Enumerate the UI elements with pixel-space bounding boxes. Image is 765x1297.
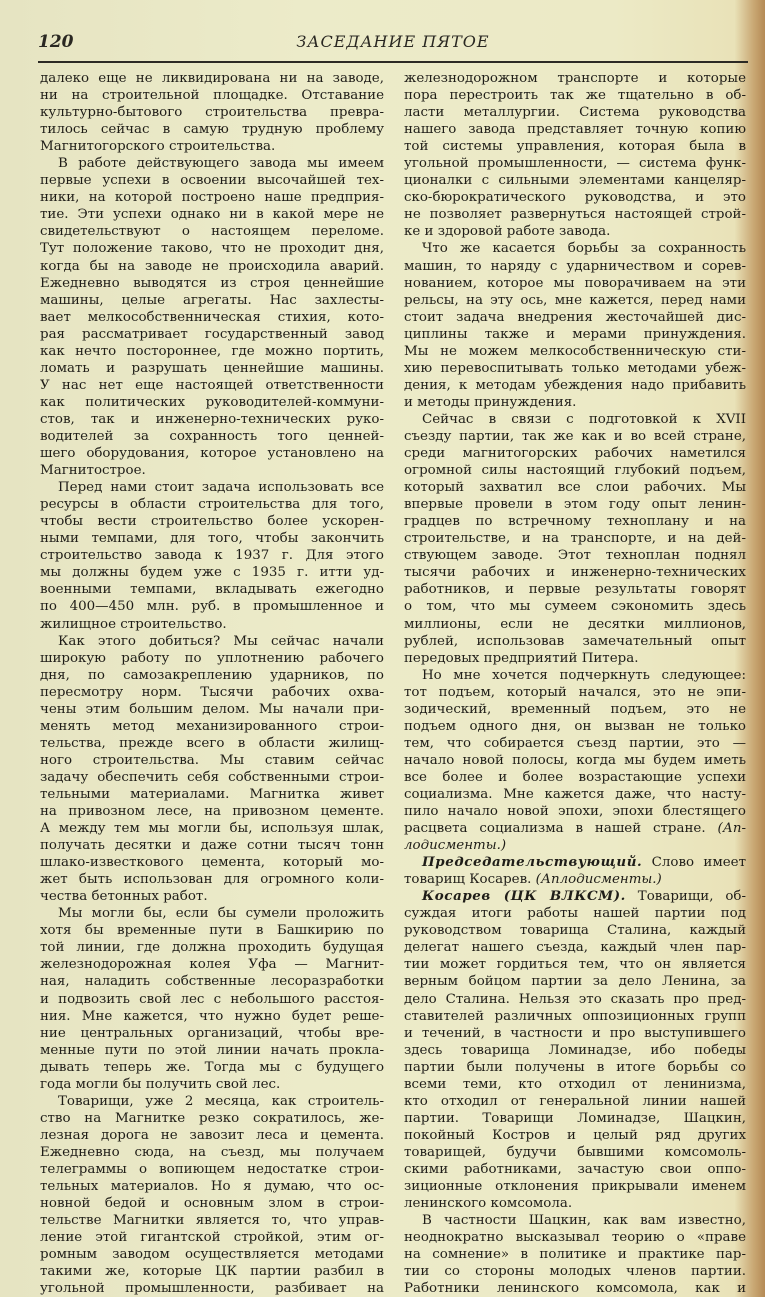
text-line (404, 1144, 746, 1161)
text-line (404, 888, 746, 905)
text-line (40, 189, 384, 206)
line-text: ство на Магнитке резко сократилось, же- (40, 1110, 384, 1126)
stage-direction: лодисменты.) (404, 838, 507, 854)
line-text: лезная дорога не завозит леса и цемента. (40, 1127, 384, 1143)
line-text: на привозном лесе, на привозном цементе. (40, 804, 384, 820)
text-line (40, 138, 384, 155)
text-line (40, 326, 384, 343)
line-text: ного строительства. Мы ставим сейчас (40, 752, 384, 768)
line-text: В частности Шацкин, как вам известно, (422, 1213, 746, 1229)
line-text: как политических руководителей-коммуни- (40, 394, 384, 410)
line-text: дывать теперь же. Тогда мы с будущего (40, 1059, 384, 1075)
text-line (404, 616, 746, 633)
text-line (404, 752, 746, 769)
line-text: дело Сталина. Нельзя это сказать про пред- (404, 991, 746, 1007)
text-line (404, 1025, 746, 1042)
text-line (40, 922, 384, 939)
line-text: тем, что собирается съезд партии, это — (404, 735, 746, 751)
line-text: Ежедневно выводятся из строя ценнейшие (40, 275, 384, 291)
text-line (40, 513, 384, 530)
line-text: градцев по встречному техноплану и на (404, 514, 746, 530)
text-line (404, 1008, 746, 1025)
line-text: дня, по самозакреплению ударников, по (40, 667, 384, 683)
line-text: чены этим большим делом. Мы начали при- (40, 701, 384, 717)
text-line (40, 939, 384, 956)
line-text: тельстве Магнитки является то, что управ- (40, 1213, 384, 1229)
text-line (404, 718, 746, 735)
text-line (404, 837, 746, 854)
line-text: здесь товарища Ломинадзе, ибо победы (404, 1042, 746, 1058)
text-line (404, 1212, 746, 1229)
page-header (38, 30, 748, 60)
line-text: той системы управления, которая была в (404, 139, 746, 155)
text-line (404, 206, 746, 223)
text-line (404, 786, 746, 803)
line-text: хию перевоспитывать только методами убеж- (404, 360, 746, 376)
text-line (404, 360, 746, 377)
text-line (404, 769, 746, 786)
line-text: культурно-бытового строительства превра- (40, 105, 384, 121)
text-line (404, 871, 746, 888)
page-number: 120 (38, 32, 74, 52)
line-text: свидетельствуют о настоящем переломе. (40, 224, 384, 240)
line-text: о том, что мы сумеем сэкономить здесь (404, 599, 746, 615)
line-text: тельства, прежде всего в области жилищ- (40, 735, 384, 751)
line-text: строительстве, и на транспорте, и на дей- (404, 531, 746, 547)
text-line (404, 121, 746, 138)
text-line (40, 752, 384, 769)
text-line (404, 138, 746, 155)
text-line (404, 854, 746, 871)
line-text: Магнитострое. (40, 463, 146, 479)
text-line (404, 1178, 746, 1195)
line-text: телеграммы о вопиющем недостатке строи- (40, 1162, 384, 1177)
text-line (404, 667, 746, 684)
text-line (40, 1229, 384, 1246)
line-text: верным бойцом партии за дело Ленина, за (404, 974, 746, 990)
line-text: пило начало новой эпохи, эпохи блестящего (404, 804, 746, 820)
line-text: когда бы на заводе не происходила аварий. (40, 258, 384, 274)
line-text: Что же касается борьбы за сохранность (422, 241, 746, 257)
text-line (40, 530, 384, 547)
stage-direction: (Аплодисменты.) (535, 872, 662, 888)
text-line (40, 360, 384, 377)
line-text: и методы принуждения. (404, 394, 577, 410)
line-text: дения, к методам убеждения надо прибавить (404, 377, 746, 393)
line-text: тельных материалов. Но я думаю, что ос- (40, 1179, 384, 1195)
text-line (40, 581, 384, 598)
text-line (40, 973, 384, 990)
text-line (40, 769, 384, 786)
text-line (404, 1195, 746, 1212)
line-text: не позволяет развернуться настоящей строй- (404, 207, 746, 223)
text-line (40, 275, 384, 292)
text-line (40, 888, 384, 905)
text-line (404, 1280, 746, 1297)
text-line (40, 837, 384, 854)
text-line (40, 854, 384, 871)
line-text: ломать и разрушать ценнейшие машины. (40, 360, 384, 376)
line-text: военными темпами, вкладывать ежегодно (40, 582, 384, 598)
text-line (40, 479, 384, 496)
text-line (40, 70, 384, 87)
line-text: первые успехи в освоении высочайшей тех- (40, 173, 384, 189)
text-line (404, 479, 746, 496)
text-line (40, 377, 384, 394)
line-text: товарищей, будучи бывшими комсомоль- (404, 1144, 746, 1160)
text-line (40, 684, 384, 701)
line-text: жет быть использован для огромного коли- (40, 872, 384, 888)
text-line (404, 598, 746, 615)
line-text: миллионы, если не десятки миллионов, (404, 616, 746, 632)
text-line (40, 1127, 384, 1144)
line-text: Сейчас в связи с подготовкой к XVII (422, 411, 746, 427)
text-line (40, 462, 384, 479)
text-line (40, 1178, 384, 1195)
line-text: ленинского комсомола. (404, 1196, 573, 1212)
line-text: социализма. Мне кажется даже, что насту- (404, 786, 746, 802)
line-text: расцвета социализма в нашей стране. (404, 821, 718, 837)
line-text: широкую работу по уплотнению рабочего (40, 650, 384, 666)
text-line (40, 1059, 384, 1076)
text-line (404, 513, 746, 530)
line-text: ке и здоровой работе завода. (404, 224, 611, 240)
text-line (404, 939, 746, 956)
text-line (404, 905, 746, 922)
text-line (40, 564, 384, 581)
line-text: тельными материалами. Магнитка живет (40, 786, 384, 802)
line-text: ромным заводом осуществляется методами (40, 1247, 384, 1263)
text-line (40, 1076, 384, 1093)
line-text: впервые провели в этом году опыт ленин- (404, 497, 746, 513)
line-text: начало новой полосы, когда мы будем иметь (404, 752, 746, 768)
text-line (404, 343, 746, 360)
line-text: чтобы вести строительство более ускорен- (40, 514, 384, 530)
line-text: водителей за сохранность того ценней- (40, 428, 384, 444)
text-line (404, 735, 746, 752)
line-text: Слово имеет (642, 855, 746, 871)
line-text: ная, наладить собственные лесоразработки (40, 974, 384, 990)
line-text: ни на строительной площадке. Отставание (40, 88, 384, 104)
text-line (40, 445, 384, 462)
line-text: Перед нами стоит задача использовать все (58, 480, 384, 496)
text-line (404, 189, 746, 206)
line-text: тот подъем, который начался, это не эпи- (404, 684, 746, 700)
text-line (40, 309, 384, 326)
line-text: ствующем заводе. Этот техноплан поднял (404, 548, 746, 564)
text-line (404, 326, 746, 343)
text-line (404, 633, 746, 650)
text-line (404, 155, 746, 172)
text-line (404, 530, 746, 547)
text-line (404, 820, 746, 837)
line-text: стоит задача внедрения жесточайшей дис- (404, 309, 746, 325)
text-line (404, 462, 746, 479)
line-text: Но мне хочется подчеркнуть следующее: (422, 667, 746, 683)
text-line (40, 616, 384, 633)
text-line (40, 1025, 384, 1042)
line-text: хотя бы временные пути в Башкирию по (40, 923, 384, 939)
text-line (40, 428, 384, 445)
line-text: ными темпами, для того, чтобы закончить (40, 531, 384, 547)
text-line (404, 1263, 746, 1280)
line-text: рублей, использовав замечательный опыт (404, 633, 746, 649)
line-text: партии. Товарищи Ломинадзе, Шацкин, (404, 1110, 746, 1126)
line-text: года могли бы получить свой лес. (40, 1076, 281, 1092)
text-line (404, 70, 746, 87)
text-line (40, 394, 384, 411)
line-text: пересмотру норм. Тысячи рабочих охва- (40, 684, 384, 700)
text-line (404, 240, 746, 257)
line-text: ско-бюрократического руководства, и это (404, 190, 746, 206)
text-line (40, 1195, 384, 1212)
line-text: Мы не можем мелкособственническую сти- (404, 343, 746, 359)
text-line (40, 172, 384, 189)
text-line (404, 701, 746, 718)
text-line (404, 973, 746, 990)
text-line (404, 1059, 746, 1076)
line-text: Тут положение таково, что не проходит дня, (40, 241, 384, 257)
text-line (40, 1161, 384, 1178)
line-text: нашего завода представляет точную копию (404, 122, 746, 138)
text-line (404, 309, 746, 326)
text-line (404, 445, 746, 462)
line-text: машины, целые агрегаты. Нас захлесты- (40, 292, 384, 308)
text-line (404, 684, 746, 701)
line-text: железнодорожном транспорте и которые (404, 71, 746, 86)
text-line (404, 547, 746, 564)
text-line (40, 292, 384, 309)
line-text: ресурсы в области строительства для того, (40, 497, 384, 513)
line-text: новной бедой и основным злом в строи- (40, 1196, 384, 1212)
line-text: получать десятки и даже сотни тысяч тонн (40, 838, 384, 854)
line-text: Товарищи, об- (625, 889, 746, 905)
text-line (40, 735, 384, 752)
line-text: товарищ Косарев. (404, 872, 536, 888)
text-line (404, 1110, 746, 1127)
text-line (40, 155, 384, 172)
line-text: Как этого добиться? Мы сейчас начали (58, 633, 384, 649)
line-text: ционалки с сильными элементами канцеляр- (404, 173, 746, 189)
text-line (404, 922, 746, 939)
line-text: всеми теми, кто отходил от ленинизма, (404, 1076, 746, 1092)
text-line (404, 1161, 746, 1178)
text-line (40, 121, 384, 138)
line-text: делегат нашего съезда, каждый член пар- (404, 940, 746, 956)
text-line (404, 1246, 746, 1263)
speaker-name: Председательствующий. (422, 854, 643, 871)
line-text: чества бетонных работ. (40, 889, 208, 905)
line-text: строительство завода к 1937 г. Для этого (40, 548, 384, 564)
left-text-column (40, 70, 384, 1297)
text-line (40, 1008, 384, 1025)
text-line (404, 104, 746, 121)
line-text: А между тем мы могли бы, используя шлак, (40, 821, 384, 837)
line-text: съезду партии, так же как и во всей стране, (404, 428, 746, 444)
line-text: как нечто постороннее, где можно портить, (40, 343, 384, 359)
line-text: У нас нет еще настоящей ответственности (40, 377, 384, 393)
text-line (404, 956, 746, 973)
line-text: Товарищи, уже 2 месяца, как строитель- (58, 1093, 384, 1109)
text-line (404, 87, 746, 104)
line-text: ние центральных организаций, чтобы вре- (40, 1025, 384, 1041)
stage-direction: (Ап- (717, 821, 746, 837)
text-line (404, 411, 746, 428)
line-text: нованием, которое мы поворачиваем на эти (404, 275, 746, 291)
line-text: ставителей различных оппозиционных групп (404, 1008, 746, 1024)
line-text: жилищное строительство. (40, 616, 227, 632)
line-text: подъем одного дня, он вызван не только (404, 718, 746, 734)
text-line (404, 1093, 746, 1110)
line-text: рельсы, на эту ось, мне кажется, перед нами (404, 292, 746, 308)
line-text: шлако-известкового цемента, который мо- (40, 855, 384, 871)
text-line (40, 411, 384, 428)
text-line (404, 223, 746, 240)
line-text: работников, и первые результаты говорят (404, 582, 746, 598)
line-text: и течений, в частности и про выступившего (404, 1025, 746, 1041)
text-line (404, 292, 746, 309)
text-line (404, 564, 746, 581)
line-text: тие. Эти успехи однако ни в какой мере не (40, 207, 384, 223)
text-line (40, 667, 384, 684)
text-line (404, 1229, 746, 1246)
text-line (404, 258, 746, 275)
text-line (404, 377, 746, 394)
text-line (40, 104, 384, 121)
text-line (40, 1246, 384, 1263)
text-line (40, 718, 384, 735)
line-text: неоднократно высказывал теорию о «праве (404, 1230, 746, 1246)
text-line (404, 1076, 746, 1093)
line-text: Работники ленинского комсомола, как и (404, 1281, 746, 1297)
text-line (404, 991, 746, 1008)
text-line (40, 905, 384, 922)
line-text: Мы могли бы, если бы сумели проложить (58, 906, 384, 922)
running-title: ЗАСЕДАНИЕ ПЯТОЕ (296, 32, 490, 51)
line-text: передовых предприятий Питера. (404, 650, 639, 666)
text-line (40, 701, 384, 718)
line-text: такими же, которые ЦК партии разбил в (40, 1264, 384, 1280)
text-line (40, 786, 384, 803)
line-text: все более и более возрастающие успехи (404, 769, 746, 785)
text-line (40, 650, 384, 667)
line-text: руководством товарища Сталина, каждый (404, 923, 746, 939)
line-text: угольной промышленности, — система функ- (404, 156, 746, 172)
text-line (404, 428, 746, 445)
text-line (404, 275, 746, 292)
text-line (40, 1280, 384, 1297)
text-line (40, 496, 384, 513)
line-text: тии со стороны молодых членов партии. (404, 1264, 746, 1280)
line-text: по 400—450 млн. руб. в промышленное и (40, 599, 384, 615)
line-text: менные пути по этой линии начать прокла- (40, 1042, 384, 1058)
text-line (40, 1212, 384, 1229)
text-line (40, 223, 384, 240)
line-text: тилось сейчас в самую трудную проблему (40, 122, 384, 138)
line-text: тии может гордиться тем, что он является (404, 957, 746, 973)
text-line (40, 1144, 384, 1161)
speaker-name: Косарев (ЦК ВЛКСМ). (422, 888, 626, 905)
line-text: зодический, временный подъем, это не (404, 701, 746, 717)
text-line (40, 633, 384, 650)
line-text: скими работниками, зачастую свои оппо- (404, 1162, 746, 1177)
line-text: Магнитогорского строительства. (40, 139, 276, 155)
line-text: Ежедневно сюда, на съезд, мы получаем (40, 1144, 384, 1160)
text-line (40, 803, 384, 820)
text-line (404, 172, 746, 189)
line-text: кто отходил от генеральной линии нашей (404, 1093, 746, 1109)
text-line (404, 803, 746, 820)
line-text: ники, на которой построено наше предприя- (40, 190, 384, 206)
line-text: машин, то наряду с ударничеством и сорев- (404, 258, 746, 274)
text-line (40, 206, 384, 223)
text-line (404, 1127, 746, 1144)
right-text-column (404, 70, 746, 1297)
text-line (40, 871, 384, 888)
text-line (404, 581, 746, 598)
line-text: ния. Мне кажется, что нужно будет реше- (40, 1008, 384, 1024)
line-text: пора перестроить так же тщательно в об- (404, 88, 746, 104)
line-text: огромной силы настоящий глубокий подъем, (404, 463, 746, 479)
line-text: зиционные отклонения прикрывали именем (404, 1179, 746, 1195)
text-line (40, 820, 384, 837)
line-text: ление этой гигантской стройкой, этим ог- (40, 1230, 384, 1246)
line-text: В работе действующего завода мы имеем (58, 156, 384, 172)
line-text: мы должны будем уже с 1935 г. итти уд- (40, 565, 384, 581)
text-line (404, 394, 746, 411)
line-text: ласти металлургии. Система руководства (404, 105, 746, 121)
line-text: покойный Костров и целый ряд других (404, 1127, 746, 1143)
header-divider (38, 61, 748, 63)
line-text: шего оборудования, которое установлено на (40, 446, 384, 462)
line-text: который захватил все слои рабочих. Мы (404, 480, 746, 496)
text-line (40, 991, 384, 1008)
text-line (40, 1263, 384, 1280)
line-text: задачу обеспечить себя собственными строи- (40, 769, 384, 785)
text-line (40, 258, 384, 275)
text-line (40, 598, 384, 615)
text-line (404, 496, 746, 513)
text-line (40, 1110, 384, 1127)
text-line (40, 547, 384, 564)
text-line (40, 1042, 384, 1059)
line-text: далеко еще не ликвидирована ни на заводе, (40, 71, 384, 86)
text-line (40, 343, 384, 360)
line-text: на сомнение» в политике и практике пар- (404, 1247, 746, 1263)
line-text: угольной промышленности, разбивает на (40, 1281, 384, 1297)
text-line (40, 956, 384, 973)
line-text: рая рассматривает государственный завод (40, 326, 384, 342)
text-line (40, 87, 384, 104)
text-line (404, 650, 746, 667)
line-text: партии были получены в итоге борьбы со (404, 1059, 746, 1075)
line-text: и подвозить свой лес с небольшого расстоя- (40, 991, 384, 1007)
text-line (404, 1042, 746, 1059)
text-line (40, 1093, 384, 1110)
line-text: менять метод механизированного строи- (40, 718, 384, 734)
line-text: среди магнитогорских рабочих наметился (404, 446, 746, 462)
text-line (40, 240, 384, 257)
line-text: циплины также и мерами принуждения. (404, 326, 746, 342)
line-text: вает мелкособственническая стихия, кото- (40, 309, 384, 325)
line-text: железнодорожная колея Уфа — Магнит- (40, 957, 384, 973)
line-text: стов, так и инженерно-технических руко- (40, 411, 384, 427)
line-text: тысячи рабочих и инженерно-технических (404, 565, 746, 581)
line-text: суждая итоги работы нашей партии под (404, 906, 746, 922)
line-text: той линии, где должна проходить будущая (40, 940, 384, 956)
